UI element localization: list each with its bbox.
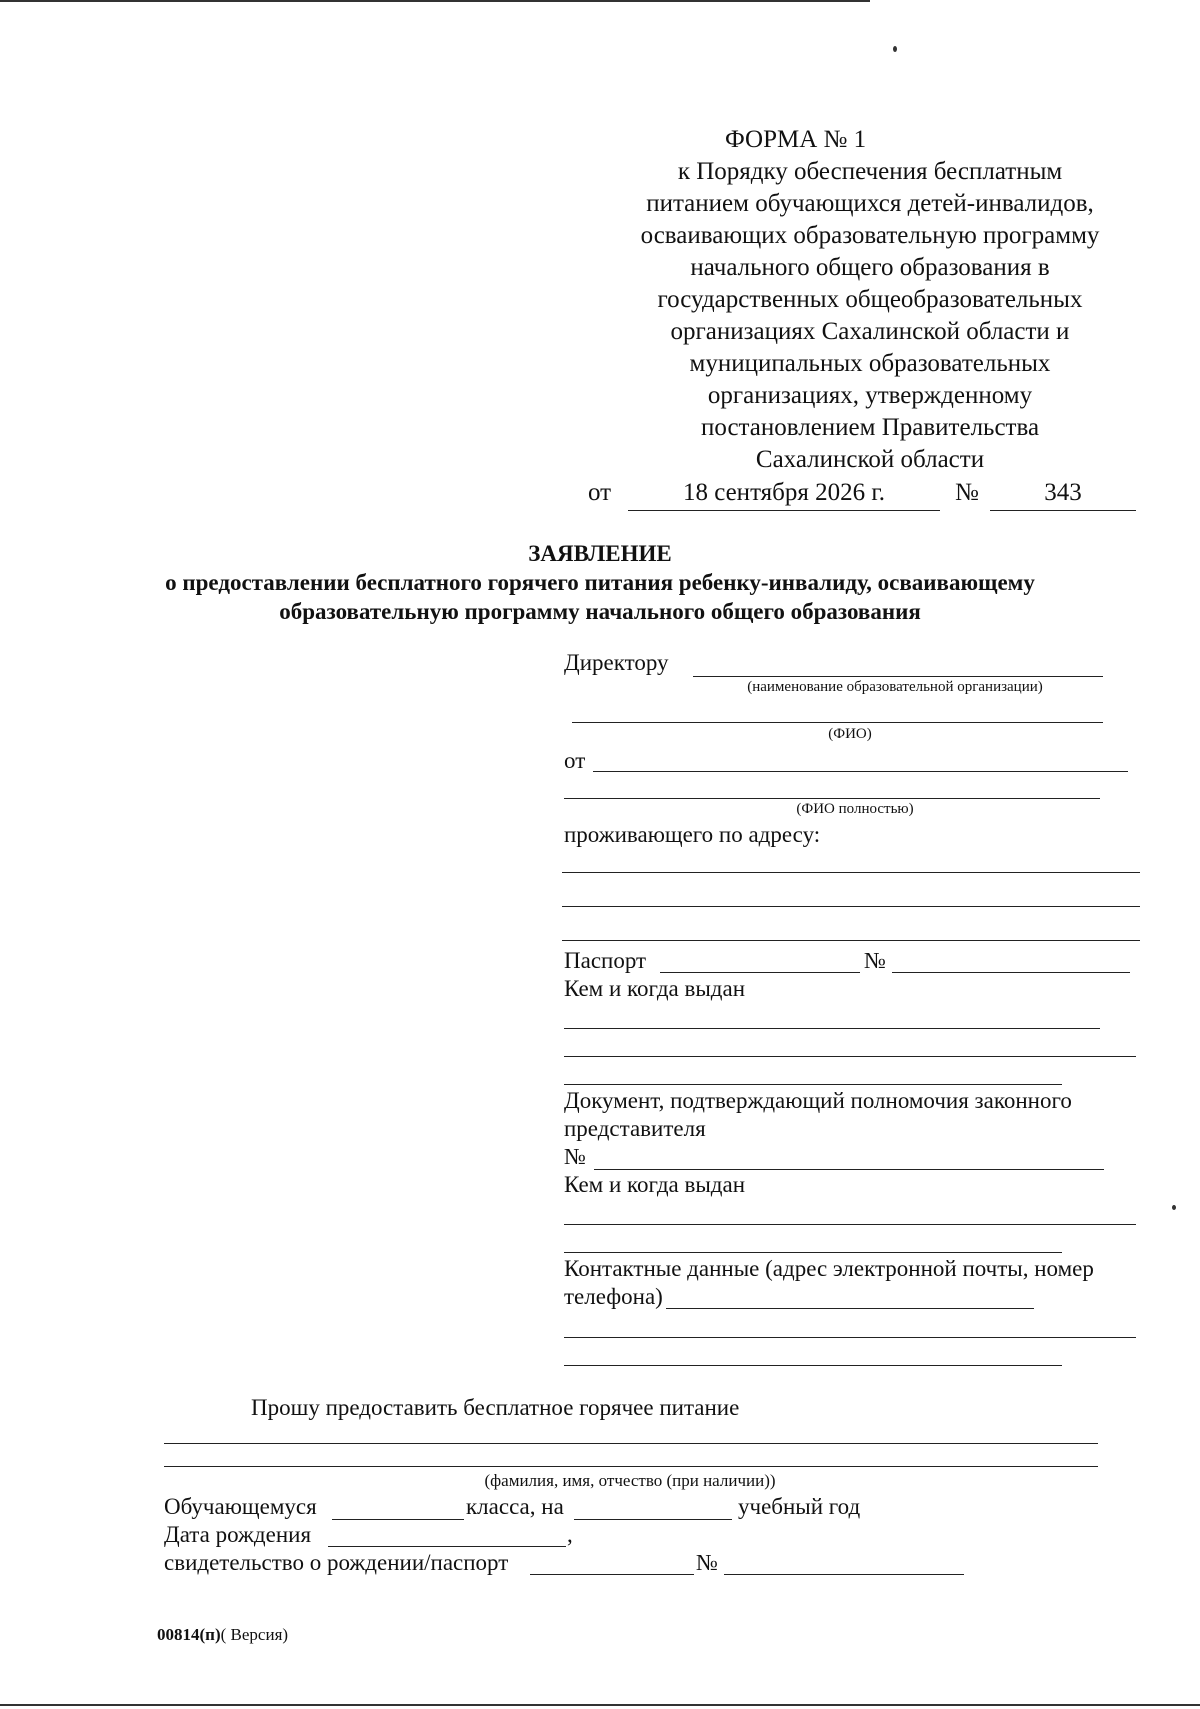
header-line: питанием обучающихся детей-инвалидов, (646, 190, 1094, 217)
certificate-series-field[interactable] (530, 1574, 694, 1575)
certificate-number-field[interactable] (724, 1574, 964, 1575)
student-name-field-1[interactable] (164, 1443, 1098, 1444)
issued-label: Кем и когда выдан (564, 976, 746, 1001)
doc-issued-field-1[interactable] (564, 1224, 1136, 1225)
address-label: проживающего по адресу: (564, 822, 821, 847)
request-text: Прошу предоставить бесплатное горячее питание (251, 1395, 740, 1420)
scan-edge-top (0, 0, 870, 2)
header-line: постановлением Правительства (700, 414, 1040, 441)
passport-issued-field-2[interactable] (564, 1056, 1136, 1057)
footer-version: ( Версия) (220, 1625, 289, 1644)
scan-speck (1172, 1205, 1176, 1210)
school-year-label: учебный год (738, 1494, 861, 1519)
applicant-fio-field-1[interactable] (593, 771, 1128, 772)
birth-label: Дата рождения (164, 1522, 312, 1547)
passport-label: Паспорт (564, 948, 647, 973)
header-line: организациях Сахалинской области и (670, 318, 1070, 345)
doc-label: Документ, подтверждающий полномочия законного (564, 1088, 1072, 1113)
class-field[interactable] (332, 1519, 464, 1520)
director-org-field[interactable] (693, 676, 1103, 677)
contacts-field-2[interactable] (564, 1337, 1136, 1338)
scan-speck (893, 46, 897, 52)
header-date: 18 сентября 2026 г. (682, 479, 886, 506)
passport-issued-field-1[interactable] (564, 1028, 1100, 1029)
doc-issued-field-2[interactable] (564, 1252, 1062, 1253)
applicant-fio-field-2[interactable] (564, 798, 1100, 799)
school-year-field[interactable] (574, 1519, 732, 1520)
class-label: класса, на (466, 1494, 564, 1519)
student-name-field-2[interactable] (164, 1466, 1098, 1467)
director-fio-field[interactable] (572, 722, 1103, 723)
doc-issued-label: Кем и когда выдан (564, 1172, 746, 1197)
footer-code-number: 00814(п) (157, 1625, 221, 1644)
from-label: от (564, 748, 586, 773)
title-main: ЗАЯВЛЕНИЕ (528, 541, 672, 566)
birth-comma: , (567, 1522, 573, 1547)
director-label: Директору (564, 650, 669, 675)
header-line: муниципальных образовательных (689, 350, 1051, 377)
contacts-field-1[interactable] (666, 1308, 1034, 1309)
title-line: о предоставлении бесплатного горячего питания ребенку-инвалиду, осваивающему (165, 570, 1035, 595)
fio-full-hint: (ФИО полностью) (796, 801, 914, 817)
birth-date-field[interactable] (328, 1546, 566, 1547)
contacts-field-3[interactable] (564, 1365, 1062, 1366)
certificate-label: свидетельство о рождении/паспорт (164, 1550, 509, 1575)
passport-no-label: № (864, 948, 886, 973)
address-field-2[interactable] (562, 906, 1140, 907)
scan-edge-bottom (0, 1704, 1200, 1706)
header-number-line (990, 510, 1136, 511)
contacts-label: Контактные данные (адрес электронной почты, номер (564, 1256, 1094, 1281)
address-field-3[interactable] (562, 940, 1140, 941)
name-hint: (фамилия, имя, отчество (при наличии)) (484, 1471, 776, 1490)
header-line: государственных общеобразовательных (657, 286, 1083, 313)
contacts-label: телефона) (564, 1284, 663, 1309)
passport-number-field[interactable] (892, 972, 1130, 973)
footer-code (157, 1625, 288, 1645)
header-line: начального общего образования в (690, 254, 1050, 281)
passport-series-field[interactable] (660, 972, 860, 973)
header-date-line (628, 510, 940, 511)
form-title: ФОРМА № 1 (725, 126, 867, 153)
passport-issued-field-3[interactable] (564, 1084, 1062, 1085)
header-number-label: № (955, 479, 979, 506)
doc-number-field[interactable] (594, 1169, 1104, 1170)
doc-label: представителя (564, 1116, 706, 1141)
header-from-label: от (588, 479, 612, 506)
header-line: к Порядку обеспечения бесплатным (677, 158, 1063, 185)
header-line: Сахалинской области (755, 446, 985, 473)
address-field-1[interactable] (562, 872, 1140, 873)
header-line: осваивающих образовательную программу (640, 222, 1100, 249)
title-line: образовательную программу начального общего образования (279, 599, 921, 624)
student-label: Обучающемуся (164, 1494, 317, 1519)
certificate-no-label: № (696, 1550, 718, 1575)
doc-no-label: № (564, 1144, 586, 1169)
org-hint: (наименование образовательной организации) (747, 679, 1043, 695)
header-number: 343 (1044, 479, 1082, 506)
header-line: организациях, утвержденному (707, 382, 1033, 409)
fio-hint: (ФИО) (828, 726, 872, 742)
